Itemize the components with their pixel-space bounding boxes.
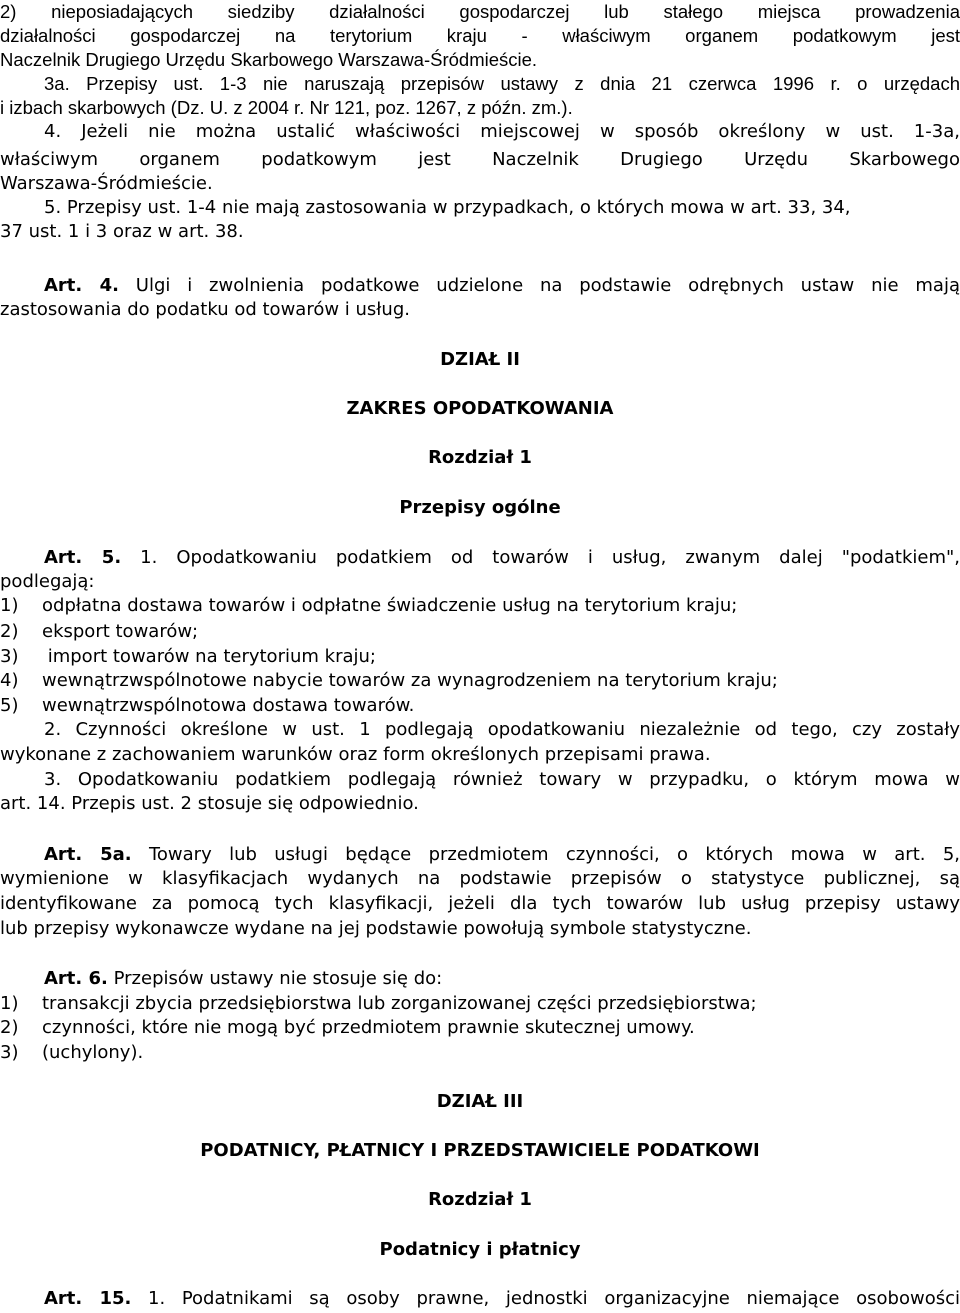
- list-item: [0, 1041, 960, 1065]
- art-5-line: [0, 546, 960, 570]
- art-5-line: wykonane z zachowaniem warunków oraz form określonych przepisami prawa.: [0, 744, 711, 765]
- list-item: [0, 694, 960, 718]
- list-text: wewnątrzwspólnotowa dostawa towarów.: [42, 695, 415, 716]
- list-text: import towarów na terytorium kraju;: [42, 646, 376, 667]
- art-5a-line: wymienione w klasyfikacjach wydanych na podstawie przepisów o statystyce publicznej, są: [0, 868, 960, 889]
- list-item: [0, 645, 960, 669]
- text-line: 4. Jeżeli nie można ustalić właściwości miejscowej w sposób określony w ust. 1-3a,: [44, 121, 960, 142]
- list-text: wewnątrzwspólnotowe nabycie towarów za wynagrodzeniem na terytorium kraju;: [42, 670, 778, 691]
- article-text: Ulgi i zwolnienia podatkowe udzielone na podstawie odrębnych ustaw nie mają: [118, 275, 960, 296]
- text-line: działalności gospodarczej na terytorium kraju - właściwym organem podatkowym jest: [0, 25, 960, 46]
- list-item: [0, 669, 960, 693]
- article-label: Art. 6.: [44, 968, 108, 989]
- art-5-line: art. 14. Przepis ust. 2 stosuje się odpowiednio.: [0, 793, 419, 814]
- text-line: i izbach skarbowych (Dz. U. z 2004 r. Nr 121, poz. 1267, z późn. zm.).: [0, 97, 573, 118]
- article-text: Przepisów ustawy nie stosuje się do:: [107, 968, 443, 989]
- list-text: eksport towarów;: [42, 621, 199, 642]
- section-title: ZAKRES OPODATKOWANIA: [346, 398, 614, 419]
- article-text: 1. Podatnikami są osoby prawne, jednostki organizacyjne niemające osobowości: [131, 1288, 960, 1309]
- art-5a-line: lub przepisy wykonawcze wydane na jej podstawie powołują symbole statystyczne.: [0, 918, 752, 939]
- list-item: [0, 620, 960, 644]
- text-line: 3a. Przepisy ust. 1-3 nie naruszają przepisów ustawy z dnia 21 czerwca 1996 r. o urzędach: [44, 73, 960, 94]
- list-text: (uchylony).: [42, 1042, 144, 1063]
- art-4-line: [0, 274, 960, 298]
- section-title: PODATNICY, PŁATNICY I PRZEDSTAWICIELE PODATKOWI: [200, 1140, 760, 1161]
- list-text: czynności, które nie mogą być przedmiotem prawnie skutecznej umowy.: [42, 1017, 695, 1038]
- list-number: 3): [0, 646, 19, 667]
- list-number: 2): [0, 1017, 19, 1038]
- list-number: 5): [0, 695, 19, 716]
- chapter-title: Podatnicy i płatnicy: [379, 1239, 581, 1260]
- list-number: 1): [0, 595, 19, 616]
- section-heading: DZIAŁ III: [436, 1091, 524, 1112]
- chapter-heading: Rozdział 1: [428, 1189, 532, 1210]
- text-line: 5. Przepisy ust. 1-4 nie mają zastosowania w przypadkach, o których mowa w art. 33, 34,: [44, 197, 851, 218]
- list-number: 1): [0, 993, 19, 1014]
- text-line: 37 ust. 1 i 3 oraz w art. 38.: [0, 221, 244, 242]
- text-line: 2) nieposiadających siedziby działalności gospodarczej lub stałego miejsca prowadzenia: [0, 1, 960, 22]
- list-item: [0, 992, 960, 1016]
- art-6-line: [0, 967, 960, 991]
- article-text: 1. Opodatkowaniu podatkiem od towarów i usług, zwanym dalej "podatkiem",: [121, 547, 960, 568]
- text-line: Naczelnik Drugiego Urzędu Skarbowego Warszawa-Śródmieście.: [0, 49, 538, 70]
- list-item: [0, 1016, 960, 1040]
- article-text: Towary lub usługi będące przedmiotem czynności, o których mowa w art. 5,: [131, 844, 960, 865]
- chapter-heading: Rozdział 1: [428, 447, 532, 468]
- text-line: Warszawa-Śródmieście.: [0, 173, 213, 194]
- article-label: Art. 5a.: [44, 844, 132, 865]
- list-number: 4): [0, 670, 19, 691]
- chapter-title: Przepisy ogólne: [399, 497, 561, 518]
- art-5a-line: [0, 843, 960, 867]
- art-5-line: podlegają:: [0, 571, 95, 592]
- art-15-line: [0, 1287, 960, 1311]
- list-item: [0, 594, 960, 618]
- art-4-line: zastosowania do podatku od towarów i usług.: [0, 299, 410, 320]
- art-5a-line: identyfikowane za pomocą tych klasyfikacji, jeżeli dla tych towarów lub usług przepisy ustawy: [0, 893, 960, 914]
- text-line: właściwym organem podatkowym jest Naczelnik Drugiego Urzędu Skarbowego: [0, 149, 960, 170]
- list-text: odpłatna dostawa towarów i odpłatne świadczenie usług na terytorium kraju;: [42, 595, 738, 616]
- art-5-line: 2. Czynności określone w ust. 1 podlegają opodatkowaniu niezależnie od tego, czy zostały: [44, 719, 960, 740]
- list-text: transakcji zbycia przedsiębiorstwa lub zorganizowanej części przedsiębiorstwa;: [42, 993, 757, 1014]
- list-number: 3): [0, 1042, 19, 1063]
- section-heading: DZIAŁ II: [440, 349, 520, 370]
- article-label: Art. 5.: [44, 547, 122, 568]
- list-number: 2): [0, 621, 19, 642]
- art-5-line: 3. Opodatkowaniu podatkiem podlegają również towary w przypadku, o którym mowa w: [44, 769, 960, 790]
- article-label: Art. 15.: [44, 1288, 132, 1309]
- article-label: Art. 4.: [44, 275, 119, 296]
